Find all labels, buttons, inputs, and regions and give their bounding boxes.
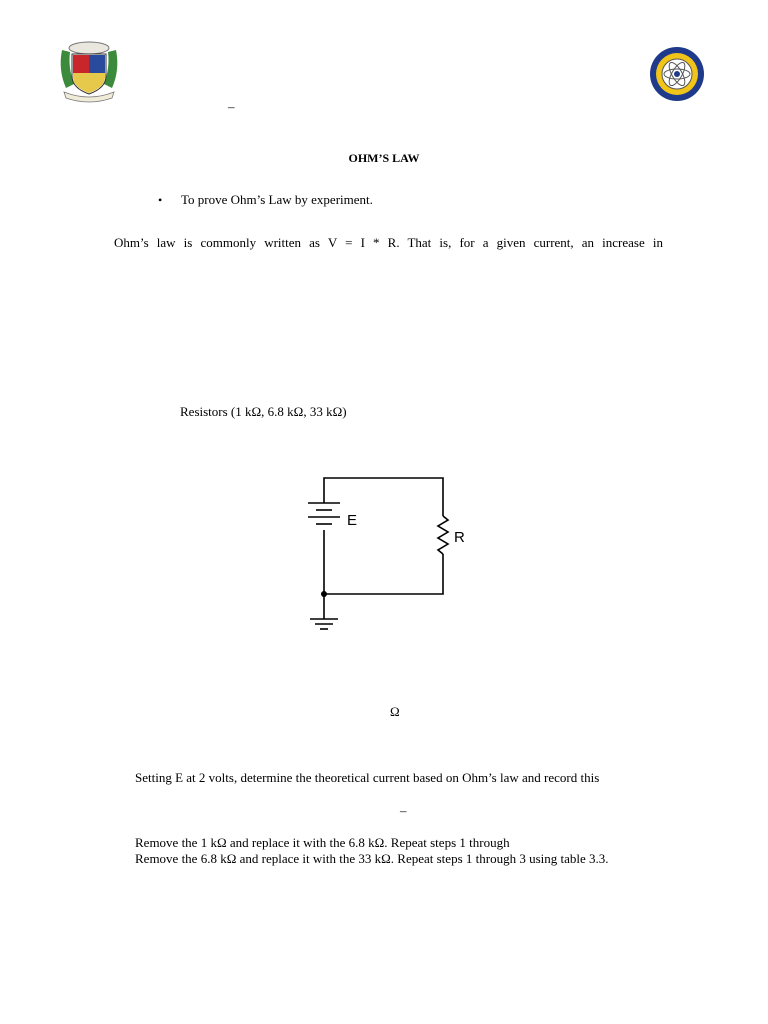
- college-seal-logo: [642, 46, 712, 102]
- circuit-schematic: [300, 470, 465, 635]
- resistor-zigzag: [438, 516, 448, 554]
- circuit-diagram: [300, 470, 465, 635]
- seal-icon: [642, 46, 712, 102]
- omega-symbol: Ω: [390, 704, 400, 719]
- objective-bullet: •: [158, 193, 163, 207]
- procedure-step-replace-6-8k: Remove the 1 kΩ and replace it with the 6.8 kΩ. Repeat steps 1 through: [135, 835, 510, 850]
- resistor-label: R: [454, 529, 465, 546]
- circuit-node: [321, 591, 327, 597]
- procedure-step-setting: Setting E at 2 volts, determine the theoretical current based on Ohm’s law and record this: [135, 770, 600, 785]
- objective-text: To prove Ohm’s Law by experiment.: [181, 192, 373, 207]
- header-dash: –: [228, 99, 235, 114]
- top-wire: [324, 478, 443, 516]
- theory-paragraph: Ohm’s law is commonly written as V = I * R. That is, for a given current, an increase in: [114, 235, 663, 250]
- procedure-step-replace-33k: Remove the 6.8 kΩ and replace it with the 33 kΩ. Repeat steps 1 through 3 using table 3.3.: [135, 851, 609, 866]
- university-crest-logo: [56, 40, 122, 102]
- source-label: E: [347, 512, 358, 529]
- materials-resistors: Resistors (1 kΩ, 6.8 kΩ, 33 kΩ): [180, 404, 347, 419]
- bottom-wire: [324, 554, 443, 594]
- procedure-dash: –: [400, 803, 407, 818]
- page-title: OHM’S LAW: [348, 151, 420, 165]
- crest-icon: [56, 40, 122, 102]
